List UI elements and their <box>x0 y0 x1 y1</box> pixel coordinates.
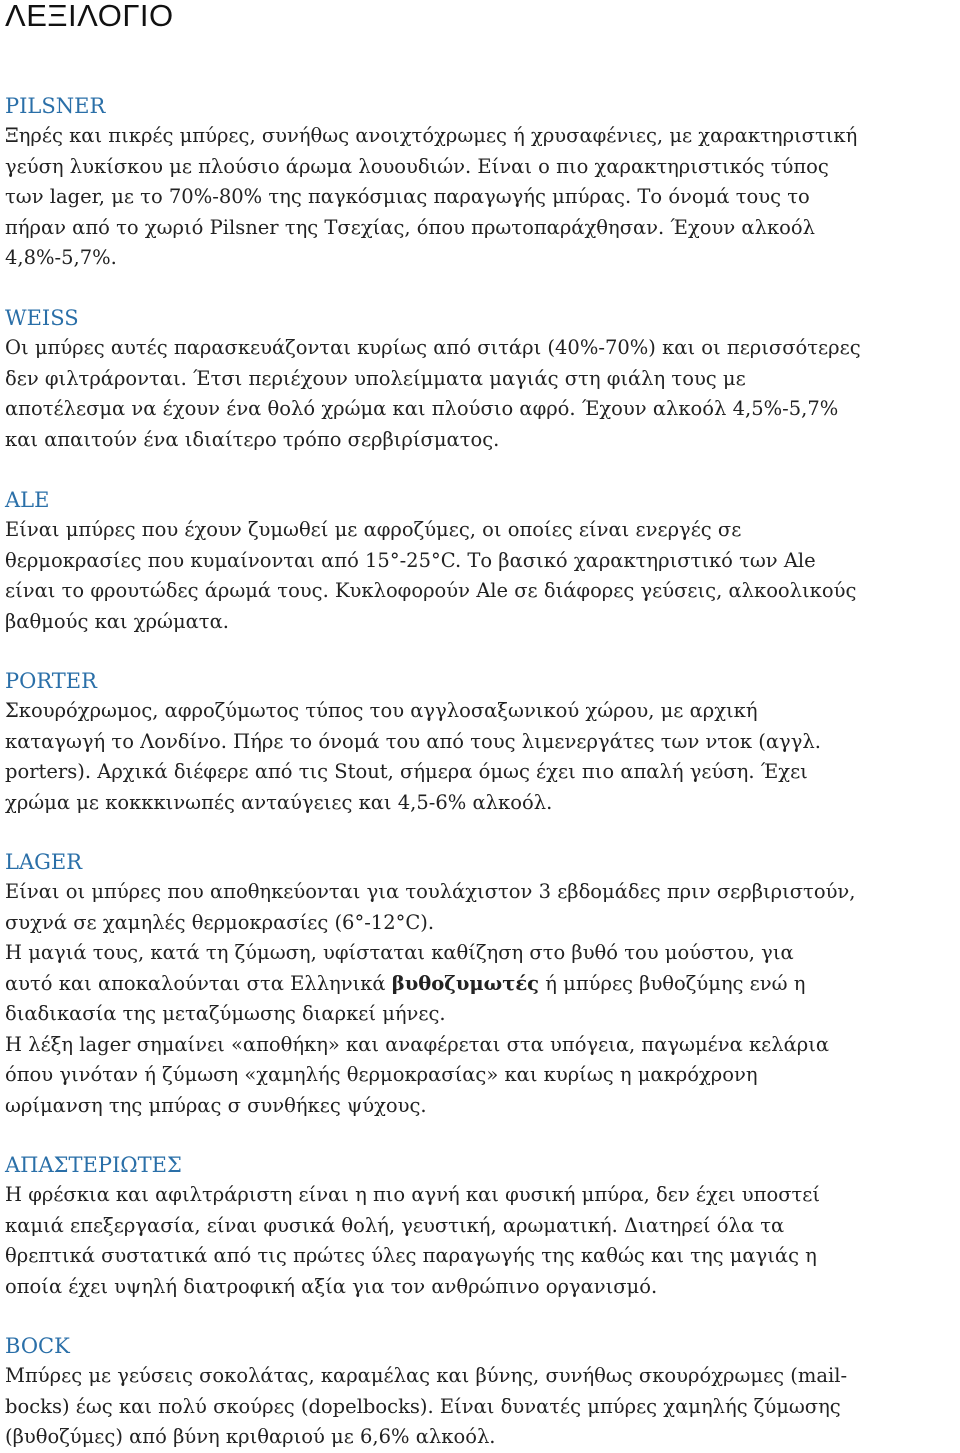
definition-line: Σκουρόχρωμος, αφροζύμωτος τύπος του αγγλοσαξωνικού χώρου, με αρχική <box>5 699 758 722</box>
entry-pilsner <box>5 91 960 274</box>
glossary-page <box>5 0 960 1448</box>
page-title: ΛΕΞΙΛΟΓΙΟ <box>5 0 174 33</box>
definition-line: πήραν από το χωριό Pilsner της Τσεχίας, όπου πρωτοπαράχθησαν. Έχουν αλκοόλ <box>5 215 815 239</box>
definition-line: Μπύρες με γεύσεις σοκολάτας, καραμέλας και βύνης, συνήθως σκουρόχρωμες (mail- <box>5 1364 848 1387</box>
definition-line: porters). Αρχικά διέφερε από τις Stout, σήμερα όμως έχει πιο απαλή γεύση. Έχει <box>5 760 808 783</box>
definition-line: Ξηρές και πικρές μπύρες, συνήθως ανοιχτόχρωμες ή χρυσαφένιες, με χαρακτηριστική <box>5 124 858 147</box>
entry-ale <box>5 485 960 637</box>
definition-line: βαθμούς και χρώματα. <box>5 609 229 633</box>
entry-apasteriotes <box>5 1150 960 1302</box>
definition-line: συχνά σε χαμηλές θερμοκρασίες (6°-12°C). <box>5 910 435 934</box>
definition-line <box>5 969 960 1000</box>
term-definition <box>5 1361 960 1453</box>
term-heading: BOCK <box>5 1334 70 1358</box>
definition-line: αποτέλεσμα να έχουν ένα θολό χρώμα και πλούσιο αφρό. Έχουν αλκοόλ 4,5%-5,7% <box>5 397 839 420</box>
definition-line: είναι το φρουτώδες άρωμά τους. Κυκλοφορούν Ale σε διάφορες γεύσεις, αλκοολικούς <box>5 579 857 602</box>
definition-line: θερμοκρασίες που κυμαίνονται από 15°-25°C. Το βασικό χαρακτηριστικό των Ale <box>5 548 816 572</box>
definition-line: καμιά επεξεργασία, είναι φυσικά θολή, γευστική, αρωματική. Διατηρεί όλα τα <box>5 1213 785 1237</box>
definition-line: καταγωγή το Λονδίνο. Πήρε το όνομά του από τους λιμενεργάτες των ντοκ (αγγλ. <box>5 729 821 753</box>
definition-line: Η μαγιά τους, κατά τη ζύμωση, υφίσταται καθίζηση στο βυθό του μούστου, για <box>5 941 794 964</box>
definition-line: Η φρέσκια και αφιλτράριστη είναι η πιο αγνή και φυσική μπύρα, δεν έχει υποστεί <box>5 1183 821 1206</box>
definition-line: και απαιτούν ένα ιδιαίτερο τρόπο σερβιρίσματος. <box>5 427 500 451</box>
term-heading: PORTER <box>5 669 97 693</box>
definition-line: Είναι μπύρες που έχουν ζυμωθεί με αφροζύμες, οι οποίες είναι ενεργές σε <box>5 518 742 541</box>
definition-text: αυτό και αποκαλούνται στα Ελληνικά <box>5 971 392 995</box>
highlighted-term: βυθοζυμωτές <box>391 971 540 995</box>
term-definition <box>5 121 960 274</box>
term-heading: PILSNER <box>5 94 106 118</box>
definition-line: 4,8%-5,7%. <box>5 246 117 269</box>
definition-line: χρώμα με κοκκκινωπές ανταύγειες και 4,5-6% αλκοόλ. <box>5 790 553 814</box>
term-definition <box>5 1180 960 1302</box>
definition-line: διαδικασία της μεταζύμωσης διαρκεί μήνες. <box>5 1002 446 1025</box>
definition-line: Είναι οι μπύρες που αποθηκεύονται για τουλάχιστον 3 εβδομάδες πριν σερβιριστούν, <box>5 880 856 903</box>
term-heading: ΑΠΑΣΤΕΡΙΩΤΕΣ <box>5 1153 182 1177</box>
entry-weiss <box>5 303 960 455</box>
entry-lager <box>5 847 960 1121</box>
definition-line: Οι μπύρες αυτές παρασκευάζονται κυρίως από σιτάρι (40%-70%) και οι περισσότερες <box>5 336 861 359</box>
entry-bock <box>5 1331 960 1453</box>
definition-line: (βυθοζύμες) από βύνη κριθαριού με 6,6% αλκοόλ. <box>5 1425 496 1448</box>
term-definition <box>5 515 960 637</box>
definition-line: των lager, με το 70%-80% της παγκόσμιας παραγωγής μπύρας. Το όνομά τους το <box>5 185 810 208</box>
term-heading: ALE <box>5 488 50 512</box>
definition-line: οποία έχει υψηλή διατροφική αξία για τον ανθρώπινο οργανισμό. <box>5 1274 658 1298</box>
term-heading: WEISS <box>5 306 79 330</box>
definition-line: δεν φιλτράρονται. Έτσι περιέχουν υπολείμματα μαγιάς στη φιάλη τους με <box>5 366 746 390</box>
entry-porter <box>5 666 960 818</box>
definition-line: ωρίμανση της μπύρας σ συνθήκες ψύχους. <box>5 1093 427 1117</box>
definition-line: θρεπτικά συστατικά από τις πρώτες ύλες παραγωγής της καθώς και της μαγιάς η <box>5 1244 817 1267</box>
definition-line: bocks) έως και πολύ σκούρες (dopelbocks). Είναι δυνατές μπύρες χαμηλής ζύμωσης <box>5 1394 841 1418</box>
definition-text: ή μπύρες βυθοζύμης ενώ η <box>539 971 806 995</box>
definition-line: Η λέξη lager σημαίνει «αποθήκη» και αναφέρεται στα υπόγεια, παγωμένα κελάρια <box>5 1032 830 1056</box>
term-definition <box>5 877 960 1121</box>
term-definition <box>5 333 960 455</box>
term-definition <box>5 696 960 818</box>
definition-line: γεύση λυκίσκου με πλούσιο άρωμα λουουδιών. Είναι ο πιο χαρακτηριστικός τύπος <box>5 154 829 178</box>
definition-line: όπου γινόταν ή ζύμωση «χαμηλής θερμοκρασίας» και κυρίως η μακρόχρονη <box>5 1063 758 1086</box>
term-heading: LAGER <box>5 850 83 874</box>
